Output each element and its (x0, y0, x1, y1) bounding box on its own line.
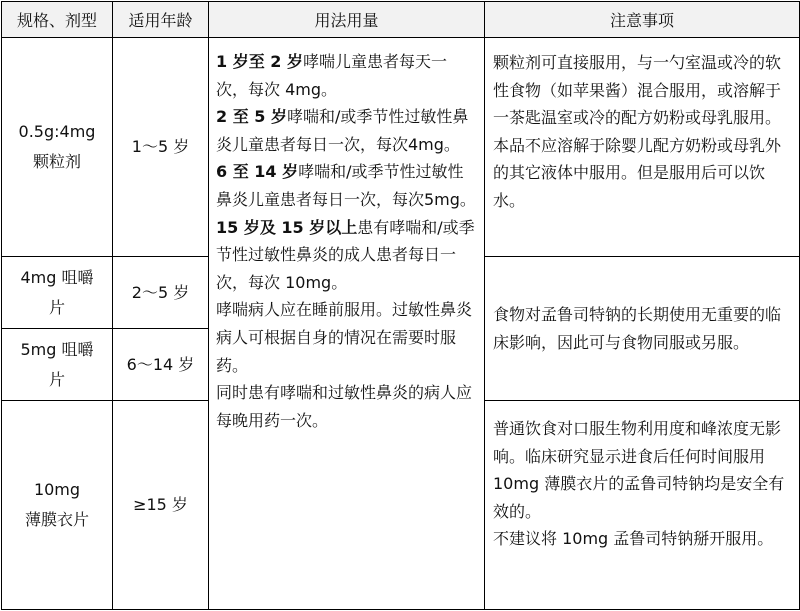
age-cell: 1～5 岁 (113, 38, 209, 257)
usage-age-label: 2 至 5 岁 (216, 107, 287, 127)
spec-form: 薄膜衣片 (24, 510, 89, 529)
usage-paragraph: 同时患有哮喘和过敏性鼻炎的病人应每晚用药一次。 (216, 383, 473, 430)
spec-cell (2, 257, 113, 329)
spec-strength: 5mg 咀嚼 (20, 339, 94, 359)
notes-tablet (485, 401, 800, 610)
spec-form: 颗粒剂 (32, 152, 81, 171)
notes-granule: 颗粒剂可直接服用，与一勺室温或冷的软性食物（如苹果酱）混合服用，或溶解于一茶匙温室或冷的配方奶粉或母乳服用。本品不应溶解于除婴儿配方奶粉或母乳外的其它液体中服用。但是服用后可以饮水。 (485, 38, 800, 257)
spec-form: 片 (48, 297, 65, 317)
table-row (2, 38, 800, 257)
usage-paragraph: 2 至 5 岁哮喘和/或季节性过敏性鼻炎儿童患者每日一次，每次4mg。 (216, 107, 469, 154)
age-cell: ≥15 岁 (113, 401, 209, 610)
spec-cell (2, 401, 113, 610)
usage-paragraph: 哮喘病人应在睡前服用。过敏性鼻炎病人可根据自身的情况在需要时服药。 (216, 300, 473, 375)
usage-age-label: 6 至 14 岁 (216, 162, 299, 182)
spec-strength: 0.5g:4mg (18, 122, 96, 141)
usage-age-label: 15 岁及 15 岁以上 (216, 217, 358, 237)
header-notes: 注意事项 (485, 2, 800, 38)
usage-age-label: 1 岁至 2 岁 (216, 52, 303, 71)
spec-cell (2, 329, 113, 401)
header-usage: 用法用量 (209, 2, 485, 38)
dosage-table (1, 1, 800, 610)
age-cell: 6～14 岁 (113, 329, 209, 401)
notes-paragraph: 不建议将 10mg 孟鲁司特钠掰开服用。 (493, 529, 774, 549)
header-row (2, 2, 800, 38)
age-cell: 2～5 岁 (113, 257, 209, 329)
spec-strength: 10mg (33, 480, 81, 499)
spec-strength: 4mg 咀嚼 (20, 267, 94, 287)
usage-paragraph: 15 岁及 15 岁以上患有哮喘和/或季节性过敏性鼻炎的成人患者每日一次，每次 10mg。 (216, 217, 475, 292)
header-age: 适用年龄 (113, 2, 209, 38)
notes-chewable: 食物对孟鲁司特钠的长期使用无重要的临床影响，因此可与食物同服或另服。 (485, 257, 800, 401)
header-spec: 规格、剂型 (2, 2, 113, 38)
usage-cell (209, 38, 485, 610)
spec-cell (2, 38, 113, 257)
notes-paragraph: 普通饮食对口服生物利用度和峰浓度无影响。临床研究显示进食后任何时间服用 10mg 薄膜衣片的孟鲁司特钠均是安全有效的。 (493, 419, 785, 521)
usage-paragraph: 1 岁至 2 岁哮喘儿童患者每天一次，每次 4mg。 (216, 52, 447, 99)
spec-form: 片 (48, 369, 65, 389)
usage-paragraph: 6 至 14 岁哮喘和/或季节性过敏性鼻炎儿童患者每日一次，每次5mg。 (216, 162, 476, 209)
